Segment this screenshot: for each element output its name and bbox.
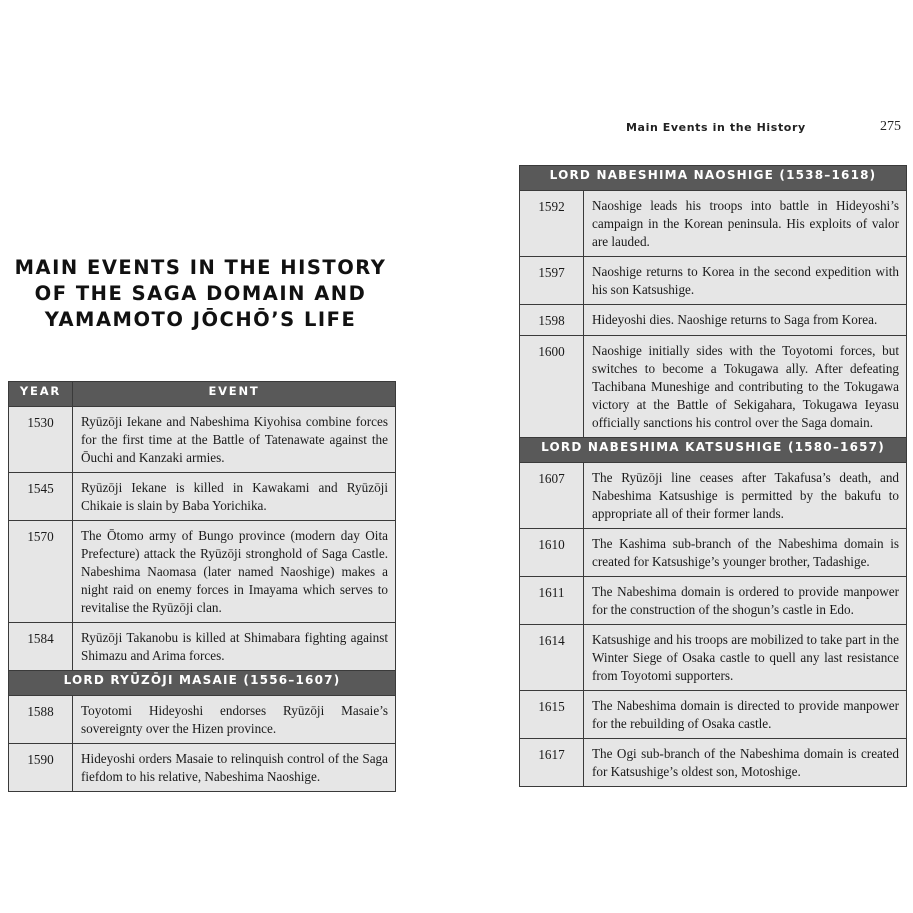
- title-line-3: YAMAMOTO JŌCHŌ’S LIFE: [44, 308, 357, 331]
- events-table-left: [8, 381, 396, 792]
- year-column-header: YEAR: [9, 382, 73, 407]
- table-row: [520, 529, 907, 577]
- event-cell: Toyotomi Hideyoshi endorses Ryūzōji Masaie’s sovereignty over the Hizen province.: [73, 696, 396, 744]
- section-header-row: [9, 671, 396, 696]
- section-header-masaie: LORD RYŪZŌJI MASAIE (1556–1607): [9, 671, 396, 696]
- table-row: [520, 625, 907, 691]
- event-cell: Katsushige and his troops are mobilized to take part in the Winter Siege of Osaka castle to quell any last resistance from Toyotomi supporters.: [584, 625, 907, 691]
- event-cell: The Nabeshima domain is ordered to provide manpower for the construction of the shogun’s castle in Edo.: [584, 577, 907, 625]
- year-cell: 1600: [520, 336, 584, 438]
- table-row: [520, 691, 907, 739]
- event-column-header: EVENT: [73, 382, 396, 407]
- event-cell: Hideyoshi dies. Naoshige returns to Saga from Korea.: [584, 305, 907, 336]
- event-cell: Naoshige leads his troops into battle in Hideyoshi’s campaign in the Korean peninsula. His exploits of valor are lauded.: [584, 191, 907, 257]
- year-cell: 1597: [520, 257, 584, 305]
- table-row: [9, 473, 396, 521]
- table-row: [520, 739, 907, 787]
- event-cell: The Kashima sub-branch of the Nabeshima domain is created for Katsushige’s younger brother, Tadashige.: [584, 529, 907, 577]
- year-cell: 1607: [520, 463, 584, 529]
- event-cell: Ryūzōji Iekane and Nabeshima Kiyohisa combine forces for the first time at the Battle of Tatenawate against the Ōuchi and Kanzaki armies.: [73, 407, 396, 473]
- table-row: [9, 744, 396, 792]
- year-cell: 1617: [520, 739, 584, 787]
- title-line-2: OF THE SAGA DOMAIN AND: [34, 282, 367, 305]
- table-row: [9, 407, 396, 473]
- title-line-1: MAIN EVENTS IN THE HISTORY: [14, 256, 387, 279]
- table-row: [9, 521, 396, 623]
- event-cell: The Ryūzōji line ceases after Takafusa’s death, and Nabeshima Katsushige is permitted by the bakufu to appropriate all of their former lands.: [584, 463, 907, 529]
- event-cell: Naoshige initially sides with the Toyotomi forces, but switches to become a Tokugawa ally. After defeating Tachibana Muneshige and contributing to the Tokugawa victory at the Battle of Sekigahara, Tokugawa Ieyasu officially sanctions his control over the Saga domain.: [584, 336, 907, 438]
- table-row: [520, 577, 907, 625]
- year-cell: 1588: [9, 696, 73, 744]
- table-row: [520, 191, 907, 257]
- event-cell: Hideyoshi orders Masaie to relinquish control of the Saga fiefdom to his relative, Nabeshima Naoshige.: [73, 744, 396, 792]
- section-header-naoshige: LORD NABESHIMA NAOSHIGE (1538–1618): [520, 166, 907, 191]
- section-header-katsushige: LORD NABESHIMA KATSUSHIGE (1580–1657): [520, 438, 907, 463]
- event-cell: Ryūzōji Iekane is killed in Kawakami and Ryūzōji Chikaie is slain by Baba Yorichika.: [73, 473, 396, 521]
- running-header: Main Events in the History: [626, 121, 806, 134]
- page-title: [8, 255, 393, 333]
- year-cell: 1530: [9, 407, 73, 473]
- year-cell: 1615: [520, 691, 584, 739]
- section-header-row: [520, 166, 907, 191]
- year-cell: 1614: [520, 625, 584, 691]
- year-cell: 1611: [520, 577, 584, 625]
- table-row: [520, 305, 907, 336]
- table-row: [520, 257, 907, 305]
- year-cell: 1592: [520, 191, 584, 257]
- year-cell: 1590: [9, 744, 73, 792]
- year-cell: 1545: [9, 473, 73, 521]
- table-row: [520, 463, 907, 529]
- year-cell: 1570: [9, 521, 73, 623]
- table-header-row: [9, 382, 396, 407]
- table-row: [9, 623, 396, 671]
- event-cell: The Ogi sub-branch of the Nabeshima domain is created for Katsushige’s oldest son, Motoshige.: [584, 739, 907, 787]
- page-number: 275: [880, 119, 901, 134]
- year-cell: 1598: [520, 305, 584, 336]
- year-cell: 1610: [520, 529, 584, 577]
- event-cell: The Ōtomo army of Bungo province (modern day Oita Prefecture) attack the Ryūzōji stronghold of Saga Castle. Nabeshima Naomasa (later named Naoshige) makes a night raid on enemy forces in Imayama which serves to revitalise the Ryūzōji clan.: [73, 521, 396, 623]
- section-header-row: [520, 438, 907, 463]
- events-table-right: [519, 165, 907, 787]
- event-cell: The Nabeshima domain is directed to provide manpower for the rebuilding of Osaka castle.: [584, 691, 907, 739]
- table-row: [520, 336, 907, 438]
- year-cell: 1584: [9, 623, 73, 671]
- event-cell: Naoshige returns to Korea in the second expedition with his son Katsushige.: [584, 257, 907, 305]
- table-row: [9, 696, 396, 744]
- event-cell: Ryūzōji Takanobu is killed at Shimabara fighting against Shimazu and Arima forces.: [73, 623, 396, 671]
